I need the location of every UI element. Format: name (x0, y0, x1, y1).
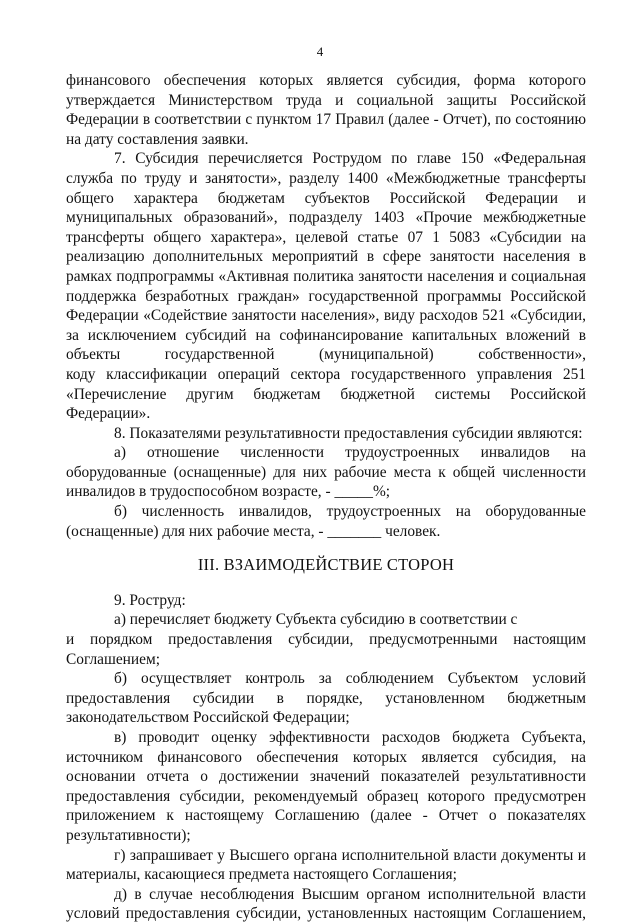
text-line: и порядком предоставления субсидии, предусмотренными настоящим (66, 631, 586, 649)
text-line: 7. Субсидия перечисляется Рострудом по главе 150 «Федеральная (114, 150, 586, 168)
text-line: предоставления субсидии в порядке, установленном бюджетным (66, 689, 586, 707)
text-line: в) проводит оценку эффективности расходов бюджета Субъекта, (114, 729, 586, 746)
text-line: трансферты общего характера», целевой статье 07 1 5083 «Субсидии на (66, 228, 586, 246)
text-line: Соглашением; (66, 650, 161, 668)
text-line: инвалидов в трудоспособном возрасте, - _____%; (66, 483, 391, 501)
text-line: утверждается Министерством труда и социальной защиты Российской (66, 91, 586, 109)
text-line: реализацию дополнительных мероприятий в сфере занятости населения в (66, 248, 586, 266)
text-line: г) запрашивает у Высшего органа исполнительной власти документы и (114, 846, 586, 864)
text-line: б) численность инвалидов, трудоустроенных на оборудованные (114, 503, 586, 521)
section-title: III. ВЗАИМОДЕЙСТВИЕ СТОРОН (197, 555, 455, 575)
text-line: приложением к настоящему Соглашению (далее - Отчет о показателях (66, 807, 586, 825)
text-line: за исключением субсидий на софинансирование капитальных вложений в (66, 326, 586, 344)
text-line: б) осуществляет контроль за соблюдением Субъектом условий (114, 670, 586, 688)
document-body (66, 71, 586, 924)
paragraphs-section-3 (66, 591, 586, 924)
text-line: Федерации». (66, 405, 151, 423)
text-line: «Перечисление другим бюджетам бюджетной системы Российской (66, 385, 586, 403)
text-line: на дату составления заявки. (66, 130, 249, 148)
text-line: 9. Роструд: (114, 591, 186, 609)
text-line: общего характера бюджетам субъектов Российской Федерации и (66, 189, 586, 207)
text-line: служба по труду и занятости», разделу 1400 «Межбюджетные трансферты (66, 169, 586, 187)
text-line: объекты государственной (муниципальной) собственности», (66, 346, 586, 364)
text-line: поддержка безработных граждан» государственной программы Российской (66, 287, 586, 305)
paragraphs-section-2-end (66, 71, 586, 541)
text-line: а) отношение численности трудоустроенных инвалидов на (114, 444, 586, 462)
text-line: муниципальных образований», подразделу 1403 «Прочие межбюджетные (66, 209, 586, 227)
text-line: материалы, касающиеся предмета настоящего Соглашения; (66, 866, 457, 884)
text-line: оборудованные (оснащенные) для них рабочие места к общей численности (66, 463, 586, 481)
text-line: предоставления субсидии, рекомендуемый образец которого предусмотрен (66, 787, 586, 805)
text-line: Федерации «Содействие занятости населения», виду расходов 521 «Субсидии, (66, 307, 586, 325)
page-number: 4 (316, 44, 324, 59)
text-line: д) в случае несоблюдения Высшим органом исполнительной власти (114, 885, 586, 903)
text-line: финансового обеспечения которых является субсидия, форма которого (66, 72, 586, 89)
text-line: рамках подпрограммы «Активная политика занятости населения и социальная (66, 267, 586, 285)
text-line: (оснащенные) для них рабочие места, - _______ человек. (66, 522, 441, 540)
text-line: коду классификации операций сектора государственного управления 251 (66, 365, 586, 383)
text-line: источником финансового обеспечения которых является субсидия, на (66, 748, 586, 766)
text-line: а) перечисляет бюджету Субъекта субсидию в соответствии с (114, 611, 518, 629)
text-line: 8. Показателями результативности предоставления субсидии являются: (114, 424, 583, 442)
text-line: Федерации в соответствии с пунктом 17 Правил (далее - Отчет), по состоянию (66, 111, 586, 129)
text-line: результативности); (66, 826, 191, 844)
text-line: условий предоставления субсидии, установленных настоящим Соглашением, (66, 905, 586, 923)
text-line: законодательством Российской Федерации; (66, 709, 350, 727)
text-line: основании отчета о достижении значений показателей результативности (66, 768, 586, 786)
